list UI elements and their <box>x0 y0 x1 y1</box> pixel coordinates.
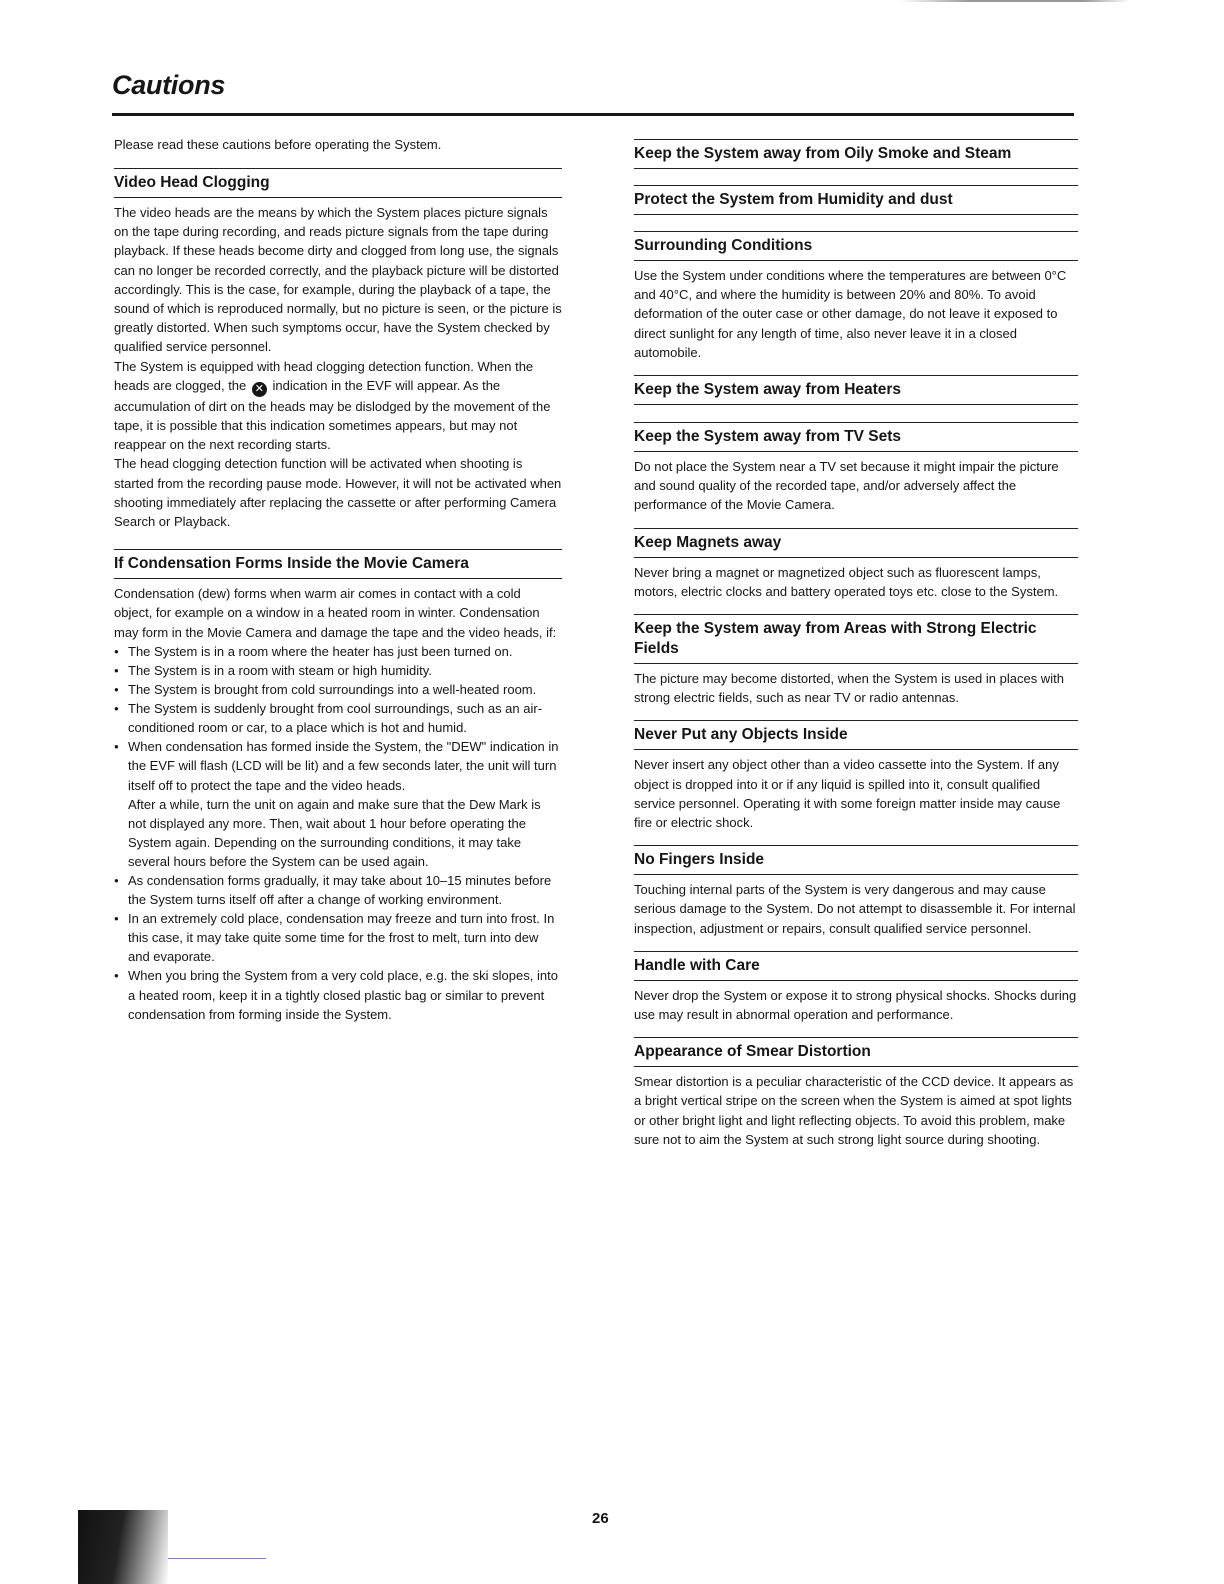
section-heading: Keep the System away from Heaters <box>634 375 1078 405</box>
section-heading: Keep the System away from TV Sets <box>634 422 1078 452</box>
list-item: ● The System is in a room where the heater has just been turned on. <box>114 642 562 661</box>
paragraph: Never bring a magnet or magnetized object such as fluorescent lamps, motors, electric clocks and battery operated toys etc. close to the System. <box>634 564 1059 599</box>
paragraph: The head clogging detection function will be activated when shooting is started from the recording pause mode. However, it will not be activated when shooting immediately after replacing the cassette or after performing Camera Search or Playback. <box>114 456 562 530</box>
section-heading: Keep the System away from Oily Smoke and Steam <box>634 139 1078 169</box>
scan-corner-line <box>168 1558 266 1559</box>
scan-edge-mark <box>900 0 1130 2</box>
section-heading: Surrounding Conditions <box>634 231 1078 261</box>
paragraph <box>114 357 562 455</box>
text-run: The System is equipped with head clogging detection function. When the heads are clogged, the <box>114 358 534 393</box>
right-column <box>634 139 1078 1162</box>
paragraph: Use the System under conditions where the temperatures are between 0°C and 40°C, and where the humidity is between 20% and 80%. To avoid deformation of the outer case or other damage, do not leave it exposed to direct sunlight for any length of time, also never leave it in a closed automobile. <box>634 268 1067 360</box>
page-title: Cautions <box>112 70 226 100</box>
section-heading: Handle with Care <box>634 951 1078 981</box>
section-heading: Keep Magnets away <box>634 528 1078 558</box>
section-heading: Protect the System from Humidity and dust <box>634 185 1078 215</box>
paragraph: Do not place the System near a TV set because it might impair the picture and sound quality of the recorded tape, and/or adversely affect the performance of the Movie Camera. <box>634 459 1059 513</box>
list-item: ● When you bring the System from a very cold place, e.g. the ski slopes, into a heated room, keep it in a tightly closed plastic bag or similar to prevent condensation from forming inside the System. <box>114 966 562 1023</box>
section-heading: Keep the System away from Areas with Strong Electric Fields <box>634 614 1078 664</box>
section-heading: Appearance of Smear Distortion <box>634 1037 1078 1067</box>
condensation-bullet-list <box>114 642 562 1024</box>
paragraph: The picture may become distorted, when the System is used in places with strong electric fields, such as near TV or radio antennas. <box>634 671 1064 706</box>
section-condensation <box>114 549 562 1023</box>
scan-corner-mark <box>78 1510 168 1584</box>
section-heading: Video Head Clogging <box>114 168 562 198</box>
section-heading: Never Put any Objects Inside <box>634 720 1078 750</box>
title-rule <box>112 113 1074 116</box>
text-run: indication in the EVF will appear. As the accumulation of dirt on the heads may be dislodged by the movement of the tape, it is possible that this indication sometimes appears, but may not reappear on the next recording starts. <box>114 377 551 453</box>
page-number: 26 <box>592 1510 609 1527</box>
paragraph: Smear distortion is a peculiar characteristic of the CCD device. It appears as a bright vertical stripe on the screen when the System is aimed at spot lights or other bright light and light reflecting objects. To avoid this problem, make sure not to aim the System at such strong light source during shooting. <box>634 1074 1074 1147</box>
section-heaters <box>634 375 1078 405</box>
list-item <box>114 737 562 871</box>
head-clog-warning-icon: ✕ <box>252 382 267 397</box>
paragraph: Never drop the System or expose it to strong physical shocks. Shocks during use may result in abnormal operation and performance. <box>634 987 1077 1023</box>
list-item: ● The System is suddenly brought from cool surroundings, such as an air-conditioned room or car, to a place which is hot and humid. <box>114 699 562 737</box>
section-magnets <box>634 528 1078 601</box>
list-item: ● The System is brought from cold surroundings into a well-heated room. <box>114 680 562 699</box>
paragraph: Never insert any object other than a video cassette into the System. If any object is dropped into it or if any liquid is spilled into it, consult qualified service personnel. Operating it with some foreign matter inside may cause fire or electric shock. <box>634 757 1061 831</box>
section-video-head-clogging <box>114 168 562 531</box>
section-objects-inside <box>634 720 1078 832</box>
section-tv-sets <box>634 422 1078 515</box>
paragraph: Touching internal parts of the System is very dangerous and may cause serious damage to the System. Do not attempt to disassemble it. For internal inspection, adjustment or repairs, consult qualified service personnel. <box>634 882 1076 936</box>
intro-text: Please read these cautions before operating the System. <box>114 137 442 152</box>
left-column <box>114 135 562 1037</box>
section-no-fingers <box>634 845 1078 938</box>
paragraph: The video heads are the means by which the System places picture signals on the tape during recording, and reads picture signals from the tape during playback. If these heads become dirty and clogged from long use, the signals can no longer be recorded correctly, and the playback picture will be distorted accordingly. This is the case, for example, during the playback of a tape, the sound of which is reproduced normally, but no picture is seen, or the picture is greatly distorted. When such symptoms occur, have the System checked by qualified service personnel. <box>114 205 562 355</box>
list-item-text: When condensation has formed inside the System, the "DEW" indication in the EVF will flash (LCD will be lit) and a few seconds later, the unit will turn itself off to protect the tape and the video heads. <box>128 739 559 793</box>
list-item-continuation: After a while, turn the unit on again and make sure that the Dew Mark is not displayed any more. Then, wait about 1 hour before operating the System again. Depending on the surrounding conditions, it may take several hours before the System can be used again. <box>128 796 541 869</box>
paragraph: Condensation (dew) forms when warm air comes in contact with a cold object, for example on a window in a heated room in winter. Condensation may form in the Movie Camera and damage the tape and the video heads, if: <box>114 586 557 640</box>
section-electric-fields <box>634 614 1078 707</box>
list-item: ● The System is in a room with steam or high humidity. <box>114 661 562 680</box>
list-item: ● In an extremely cold place, condensation may freeze and turn into frost. In this case, it may take quite some time for the frost to melt, turn into dew and evaporate. <box>114 909 562 966</box>
section-heading: No Fingers Inside <box>634 845 1078 875</box>
section-surrounding-conditions <box>634 231 1078 362</box>
section-humidity <box>634 185 1078 215</box>
section-heading: If Condensation Forms Inside the Movie Camera <box>114 549 562 579</box>
section-handle-with-care <box>634 951 1078 1024</box>
section-smear-distortion <box>634 1037 1078 1149</box>
list-item: ● As condensation forms gradually, it may take about 10–15 minutes before the System turns itself off after a change of working environment. <box>114 871 562 909</box>
section-oily-smoke <box>634 139 1078 169</box>
